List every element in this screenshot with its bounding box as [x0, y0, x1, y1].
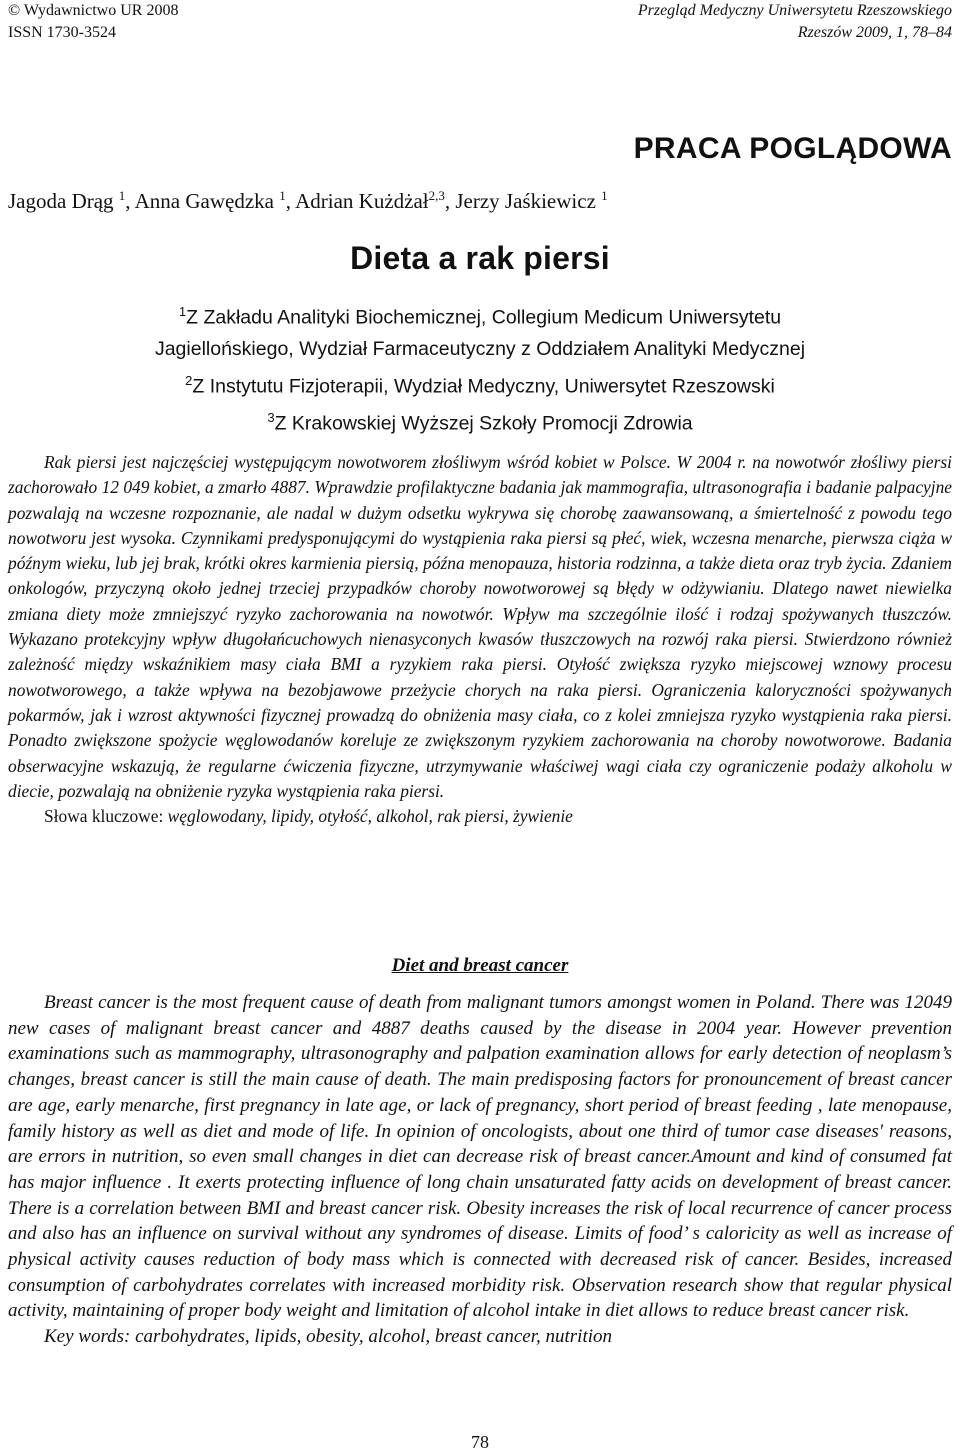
journal-issue: Rzeszów 2009, 1, 78–84 — [797, 24, 952, 41]
author-affiliation-mark: 1 — [118, 188, 126, 203]
keywords-english — [8, 1324, 952, 1350]
author-affiliation-mark: 1 — [279, 188, 286, 203]
affiliation-1-cont: Jagiellońskiego, Wydział Farmaceutyczny z Oddziałem Analityki Medycznej — [154, 337, 806, 360]
keywords-polish — [8, 804, 952, 829]
affiliation-mark: 2 — [185, 372, 193, 388]
author-name: Anna Gawędzka — [134, 189, 274, 213]
page-number: 78 — [471, 1432, 489, 1452]
article-type: PRACA POGLĄDOWA — [633, 132, 952, 165]
author-name: Jerzy Jaśkiewicz — [455, 189, 596, 213]
affiliation-1: $^1$Z Zakładu Analityki Biochemicznej, Collegium Medicum Uniwersytetu — [178, 304, 782, 329]
abstract-polish-text: Rak piersi jest najczęściej występującym nowotworem złośliwym wśród kobiet w Polsce. W 2004 r. na nowotwór złośliwy piersi zachorowało 12 049 kobiet, a zmarło 4887. Wprawdzie profilaktyczne badania jak mammografia, ultrasonografia i badanie palpacyjne pozwalają na wczesne rozpoznanie, ale nadal w dużym odsetku wykrywa się chorobę zaawansowaną, a śmiertelność z powodu tego nowotworu jest wysoka. Czynnikami predysponującymi do wystąpienia raka piersi są płeć, wiek, wczesna menarche, pierwsza ciąża w późnym wieku, lub jej brak, krótki okres karmienia piersią, późna menopauza, historia rodzinna, a także dieta oraz tryb życia. Zdaniem onkologów, przyczyną około jednej trzeciej przypadków choroby nowotworowej są błędy w odżywianiu. Dlatego nawet niewielka zmiana diety może zmniejszyć ryzyko zachorowania na nowotwór. Wpływ ma szczególnie ilość i rodzaj spożywanych tłuszczów. Wykazano protekcyjny wpływ długołańcuchowych nienasyconych kwasów tłuszczowych na rozwój raka piersi. Stwierdzono również zależność między wskaźnikiem masy ciała BMI a ryzykiem raka piersi. Otyłość zwiększa ryzyko miejscowej wznowy procesu nowotworowego, a także wpływa na bezobjawowe przeżycie chorych na raka piersi. Ograniczenia kaloryczności spożywanych pokarmów, jak i wzrost aktywności fizycznej prowadzą do obniżenia masy ciała, co z kolei zmniejsza ryzyko wystąpienia raka piersi. Ponadto zwiększone spożycie węglowodanów koreluje ze zwiększonym ryzykiem zachorowania na choroby nowotworowe. Badania obserwacyjne wskazują, że regularne ćwiczenia fizyczne, utrzymywanie właściwej wagi ciała czy ograniczenie podaży alkoholu w diecie, pozwalają na obniżenie ryzyka wystąpienia raka piersi. — [8, 452, 952, 801]
author-name: Adrian Kużdżał — [295, 189, 429, 213]
keywords-label: Słowa kluczowe: — [44, 806, 164, 827]
publisher-info — [8, 0, 178, 44]
copyright-line: © Wydawnictwo UR 2008 — [8, 2, 179, 19]
abstract-polish — [8, 450, 952, 829]
issn-line: ISSN 1730-3524 — [8, 24, 117, 41]
keywords-values: carbohydrates, lipids, obesity, alcohol, breast cancer, nutrition — [135, 1326, 613, 1348]
journal-info — [638, 0, 952, 44]
english-title: Diet and breast cancer — [391, 955, 569, 976]
author-list: Jagoda Drąg $^1$, Anna Gawędzka $^1$, Adrian Kużdżał$^{2,3}$, Jerzy Jaśkiewicz $^1$ — [8, 188, 608, 213]
abstract-english — [8, 990, 952, 1350]
article-title: Dieta a rak piersi — [350, 240, 610, 276]
author-name: Jagoda Drąg — [8, 189, 114, 213]
affiliation-mark: 1 — [178, 304, 187, 319]
author-affiliation-mark: 2,3 — [428, 188, 445, 203]
keywords-values: węglowodany, lipidy, otyłość, alkohol, rak piersi, żywienie — [167, 806, 573, 827]
affiliation-mark: 3 — [267, 410, 275, 425]
affiliation-2: $^2$Z Instytutu Fizjoterapii, Wydział Medyczny, Uniwersytet Rzeszowski — [185, 372, 775, 397]
author-affiliation-mark: 1 — [601, 188, 608, 203]
keywords-label: Key words: — [44, 1326, 131, 1348]
abstract-english-text: Breast cancer is the most frequent cause of death from malignant tumors amongst women in Poland. There was 12049 new cases of malignant breast cancer and 4887 deaths caused by the disease in 2004 year. However prevention examinations such as mammography, ultrasonography and palpation examination allows for early detection of neoplasm’s changes, breast cancer is still the main cause of death. The main predisposing factors for pronouncement of breast cancer are age, early menarche, first pregnancy in late age, or lack of pregnancy, short period of breast feeding , late menopause, family history as well as diet and mode of life. In opinion of oncologists, about one third of tumor case diseases' reasons, are errors in nutrition, so even small changes in diet can decrease risk of breast cancer.Amount and kind of consumed fat has major influence . It exerts protecting influence of long chain unsaturated fatty acids on development of breast cancer. There is a correlation between BMI and breast cancer risk. Obesity increases the risk of local recurrence of cancer process and also has an influence on survival without any syndromes of disease. Limits of food’ s caloricity as well as increase of physical activity causes reduction of body mass which is connected with decreased risk of cancer. Besides, increased consumption of carbohydrates correlates with increased morbidity risk. Observation research show that regular physical activity, maintaining of proper body weight and limitation of alcohol intake in diet allows to reduce breast cancer risk. — [8, 992, 952, 1322]
affiliations — [0, 296, 960, 440]
affiliation-3: $^3$Z Krakowskiej Wyższej Szkoły Promocji Zdrowia — [267, 410, 693, 435]
journal-name: Przegląd Medyczny Uniwersytetu Rzeszowskiego — [637, 2, 952, 19]
